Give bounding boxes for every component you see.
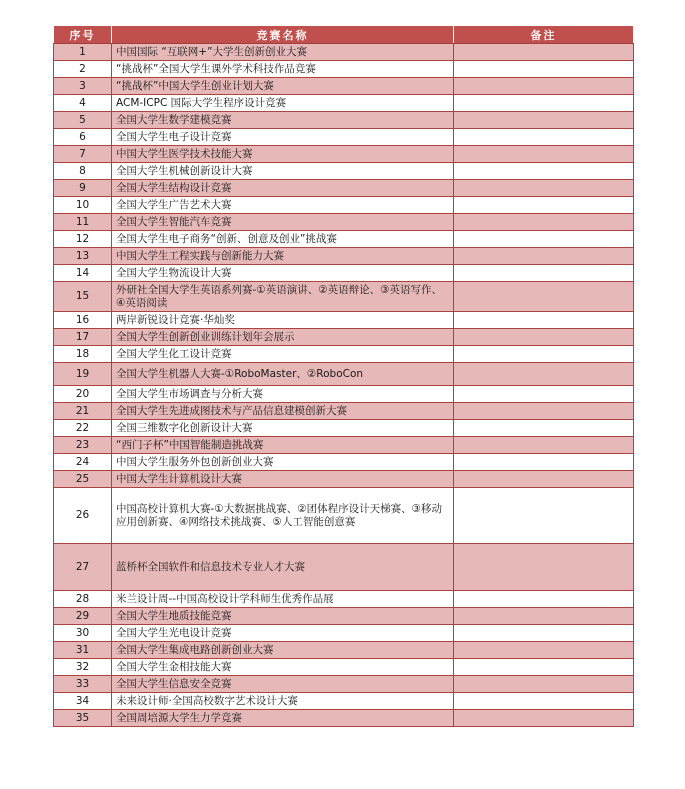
row-number: 3 xyxy=(54,78,112,95)
table-row xyxy=(54,471,634,488)
header-name: 竞赛名称 xyxy=(112,26,454,44)
table-row xyxy=(54,231,634,248)
remark-cell xyxy=(454,544,634,591)
competition-name: 中国大学生服务外包创新创业大赛 xyxy=(112,454,454,471)
row-number: 29 xyxy=(54,608,112,625)
header-row xyxy=(54,26,634,44)
row-number: 35 xyxy=(54,710,112,727)
competition-name: 中国大学生工程实践与创新能力大赛 xyxy=(112,248,454,265)
competition-name: 中国国际 “互联网+”大学生创新创业大赛 xyxy=(112,44,454,61)
row-number: 5 xyxy=(54,112,112,129)
remark-cell xyxy=(454,386,634,403)
remark-cell xyxy=(454,642,634,659)
remark-cell xyxy=(454,676,634,693)
table-row xyxy=(54,180,634,197)
table-row xyxy=(54,146,634,163)
remark-cell xyxy=(454,693,634,710)
table-row xyxy=(54,625,634,642)
row-number: 27 xyxy=(54,544,112,591)
competition-name: 全国大学生金相技能大赛 xyxy=(112,659,454,676)
remark-cell xyxy=(454,180,634,197)
table-row xyxy=(54,363,634,386)
remark-cell xyxy=(454,248,634,265)
competition-name: 全国大学生先进成图技术与产品信息建模创新大赛 xyxy=(112,403,454,420)
remark-cell xyxy=(454,197,634,214)
remark-cell xyxy=(454,659,634,676)
remark-cell xyxy=(454,403,634,420)
competition-name: 两岸新锐设计竞赛·华灿奖 xyxy=(112,312,454,329)
row-number: 2 xyxy=(54,61,112,78)
table-row xyxy=(54,163,634,180)
row-number: 7 xyxy=(54,146,112,163)
remark-cell xyxy=(454,363,634,386)
table-row xyxy=(54,112,634,129)
competition-name: 中国高校计算机大赛-①大数据挑战赛、②团体程序设计天梯赛、③移动应用创新赛、④网络技术挑战赛、⑤人工智能创意赛 xyxy=(112,488,454,544)
table-body xyxy=(54,44,634,727)
competition-name: “西门子杯”中国智能制造挑战赛 xyxy=(112,437,454,454)
table-row xyxy=(54,312,634,329)
row-number: 20 xyxy=(54,386,112,403)
remark-cell xyxy=(454,454,634,471)
row-number: 10 xyxy=(54,197,112,214)
competition-name: “挑战杯”全国大学生课外学术科技作品竞赛 xyxy=(112,61,454,78)
row-number: 11 xyxy=(54,214,112,231)
remark-cell xyxy=(454,146,634,163)
remark-cell xyxy=(454,420,634,437)
row-number: 16 xyxy=(54,312,112,329)
table-row xyxy=(54,282,634,312)
competition-name: 全国周培源大学生力学竞赛 xyxy=(112,710,454,727)
competition-name: 全国大学生信息安全竞赛 xyxy=(112,676,454,693)
remark-cell xyxy=(454,346,634,363)
remark-cell xyxy=(454,608,634,625)
table-row xyxy=(54,591,634,608)
row-number: 6 xyxy=(54,129,112,146)
header-note: 备注 xyxy=(454,26,634,44)
table-row xyxy=(54,346,634,363)
table-row xyxy=(54,454,634,471)
competition-name: “挑战杯”中国大学生创业计划大赛 xyxy=(112,78,454,95)
remark-cell xyxy=(454,129,634,146)
row-number: 23 xyxy=(54,437,112,454)
row-number: 34 xyxy=(54,693,112,710)
table-row xyxy=(54,403,634,420)
row-number: 14 xyxy=(54,265,112,282)
competition-name: 全国大学生集成电路创新创业大赛 xyxy=(112,642,454,659)
remark-cell xyxy=(454,44,634,61)
competition-name: 全国大学生结构设计竞赛 xyxy=(112,180,454,197)
header-no: 序号 xyxy=(54,26,112,44)
table-row xyxy=(54,544,634,591)
table-row xyxy=(54,95,634,112)
table-row xyxy=(54,197,634,214)
table-header xyxy=(54,26,634,44)
table-row xyxy=(54,693,634,710)
remark-cell xyxy=(454,312,634,329)
row-number: 21 xyxy=(54,403,112,420)
competition-name: 中国大学生医学技术技能大赛 xyxy=(112,146,454,163)
row-number: 17 xyxy=(54,329,112,346)
row-number: 28 xyxy=(54,591,112,608)
row-number: 13 xyxy=(54,248,112,265)
remark-cell xyxy=(454,95,634,112)
table-row xyxy=(54,386,634,403)
competition-name: 全国大学生物流设计大赛 xyxy=(112,265,454,282)
remark-cell xyxy=(454,488,634,544)
remark-cell xyxy=(454,591,634,608)
competition-table xyxy=(53,26,634,727)
competition-sheet xyxy=(53,26,633,727)
row-number: 24 xyxy=(54,454,112,471)
table-row xyxy=(54,608,634,625)
row-number: 12 xyxy=(54,231,112,248)
competition-name: 米兰设计周--中国高校设计学科师生优秀作品展 xyxy=(112,591,454,608)
competition-name: 外研社全国大学生英语系列赛-①英语演讲、②英语辩论、③英语写作、④英语阅读 xyxy=(112,282,454,312)
row-number: 8 xyxy=(54,163,112,180)
remark-cell xyxy=(454,625,634,642)
remark-cell xyxy=(454,163,634,180)
competition-name: 全国大学生化工设计竞赛 xyxy=(112,346,454,363)
competition-name: 全国大学生机械创新设计大赛 xyxy=(112,163,454,180)
row-number: 18 xyxy=(54,346,112,363)
row-number: 19 xyxy=(54,363,112,386)
remark-cell xyxy=(454,61,634,78)
row-number: 9 xyxy=(54,180,112,197)
row-number: 26 xyxy=(54,488,112,544)
table-row xyxy=(54,61,634,78)
remark-cell xyxy=(454,437,634,454)
remark-cell xyxy=(454,78,634,95)
competition-name: 中国大学生计算机设计大赛 xyxy=(112,471,454,488)
table-row xyxy=(54,676,634,693)
row-number: 25 xyxy=(54,471,112,488)
competition-name: 全国大学生电子设计竞赛 xyxy=(112,129,454,146)
table-row xyxy=(54,248,634,265)
table-row xyxy=(54,437,634,454)
table-row xyxy=(54,420,634,437)
competition-name: 全国大学生智能汽车竞赛 xyxy=(112,214,454,231)
table-row xyxy=(54,78,634,95)
table-row xyxy=(54,659,634,676)
competition-name: ACM-ICPC 国际大学生程序设计竞赛 xyxy=(112,95,454,112)
table-row xyxy=(54,265,634,282)
competition-name: 全国三维数字化创新设计大赛 xyxy=(112,420,454,437)
remark-cell xyxy=(454,214,634,231)
remark-cell xyxy=(454,265,634,282)
table-row xyxy=(54,488,634,544)
row-number: 30 xyxy=(54,625,112,642)
competition-name: 全国大学生创新创业训练计划年会展示 xyxy=(112,329,454,346)
row-number: 1 xyxy=(54,44,112,61)
row-number: 33 xyxy=(54,676,112,693)
row-number: 31 xyxy=(54,642,112,659)
table-row xyxy=(54,710,634,727)
row-number: 15 xyxy=(54,282,112,312)
remark-cell xyxy=(454,282,634,312)
competition-name: 全国大学生电子商务“创新、创意及创业”挑战赛 xyxy=(112,231,454,248)
competition-name: 全国大学生光电设计竞赛 xyxy=(112,625,454,642)
remark-cell xyxy=(454,231,634,248)
competition-name: 蓝桥杯全国软件和信息技术专业人才大赛 xyxy=(112,544,454,591)
table-row xyxy=(54,44,634,61)
row-number: 32 xyxy=(54,659,112,676)
competition-name: 未来设计师·全国高校数字艺术设计大赛 xyxy=(112,693,454,710)
table-row xyxy=(54,642,634,659)
competition-name: 全国大学生广告艺术大赛 xyxy=(112,197,454,214)
remark-cell xyxy=(454,471,634,488)
row-number: 22 xyxy=(54,420,112,437)
table-row xyxy=(54,214,634,231)
remark-cell xyxy=(454,710,634,727)
remark-cell xyxy=(454,329,634,346)
competition-name: 全国大学生市场调查与分析大赛 xyxy=(112,386,454,403)
competition-name: 全国大学生地质技能竞赛 xyxy=(112,608,454,625)
row-number: 4 xyxy=(54,95,112,112)
remark-cell xyxy=(454,112,634,129)
competition-name: 全国大学生数学建模竞赛 xyxy=(112,112,454,129)
table-row xyxy=(54,329,634,346)
competition-name: 全国大学生机器人大赛-①RoboMaster、②RoboCon xyxy=(112,363,454,386)
table-row xyxy=(54,129,634,146)
